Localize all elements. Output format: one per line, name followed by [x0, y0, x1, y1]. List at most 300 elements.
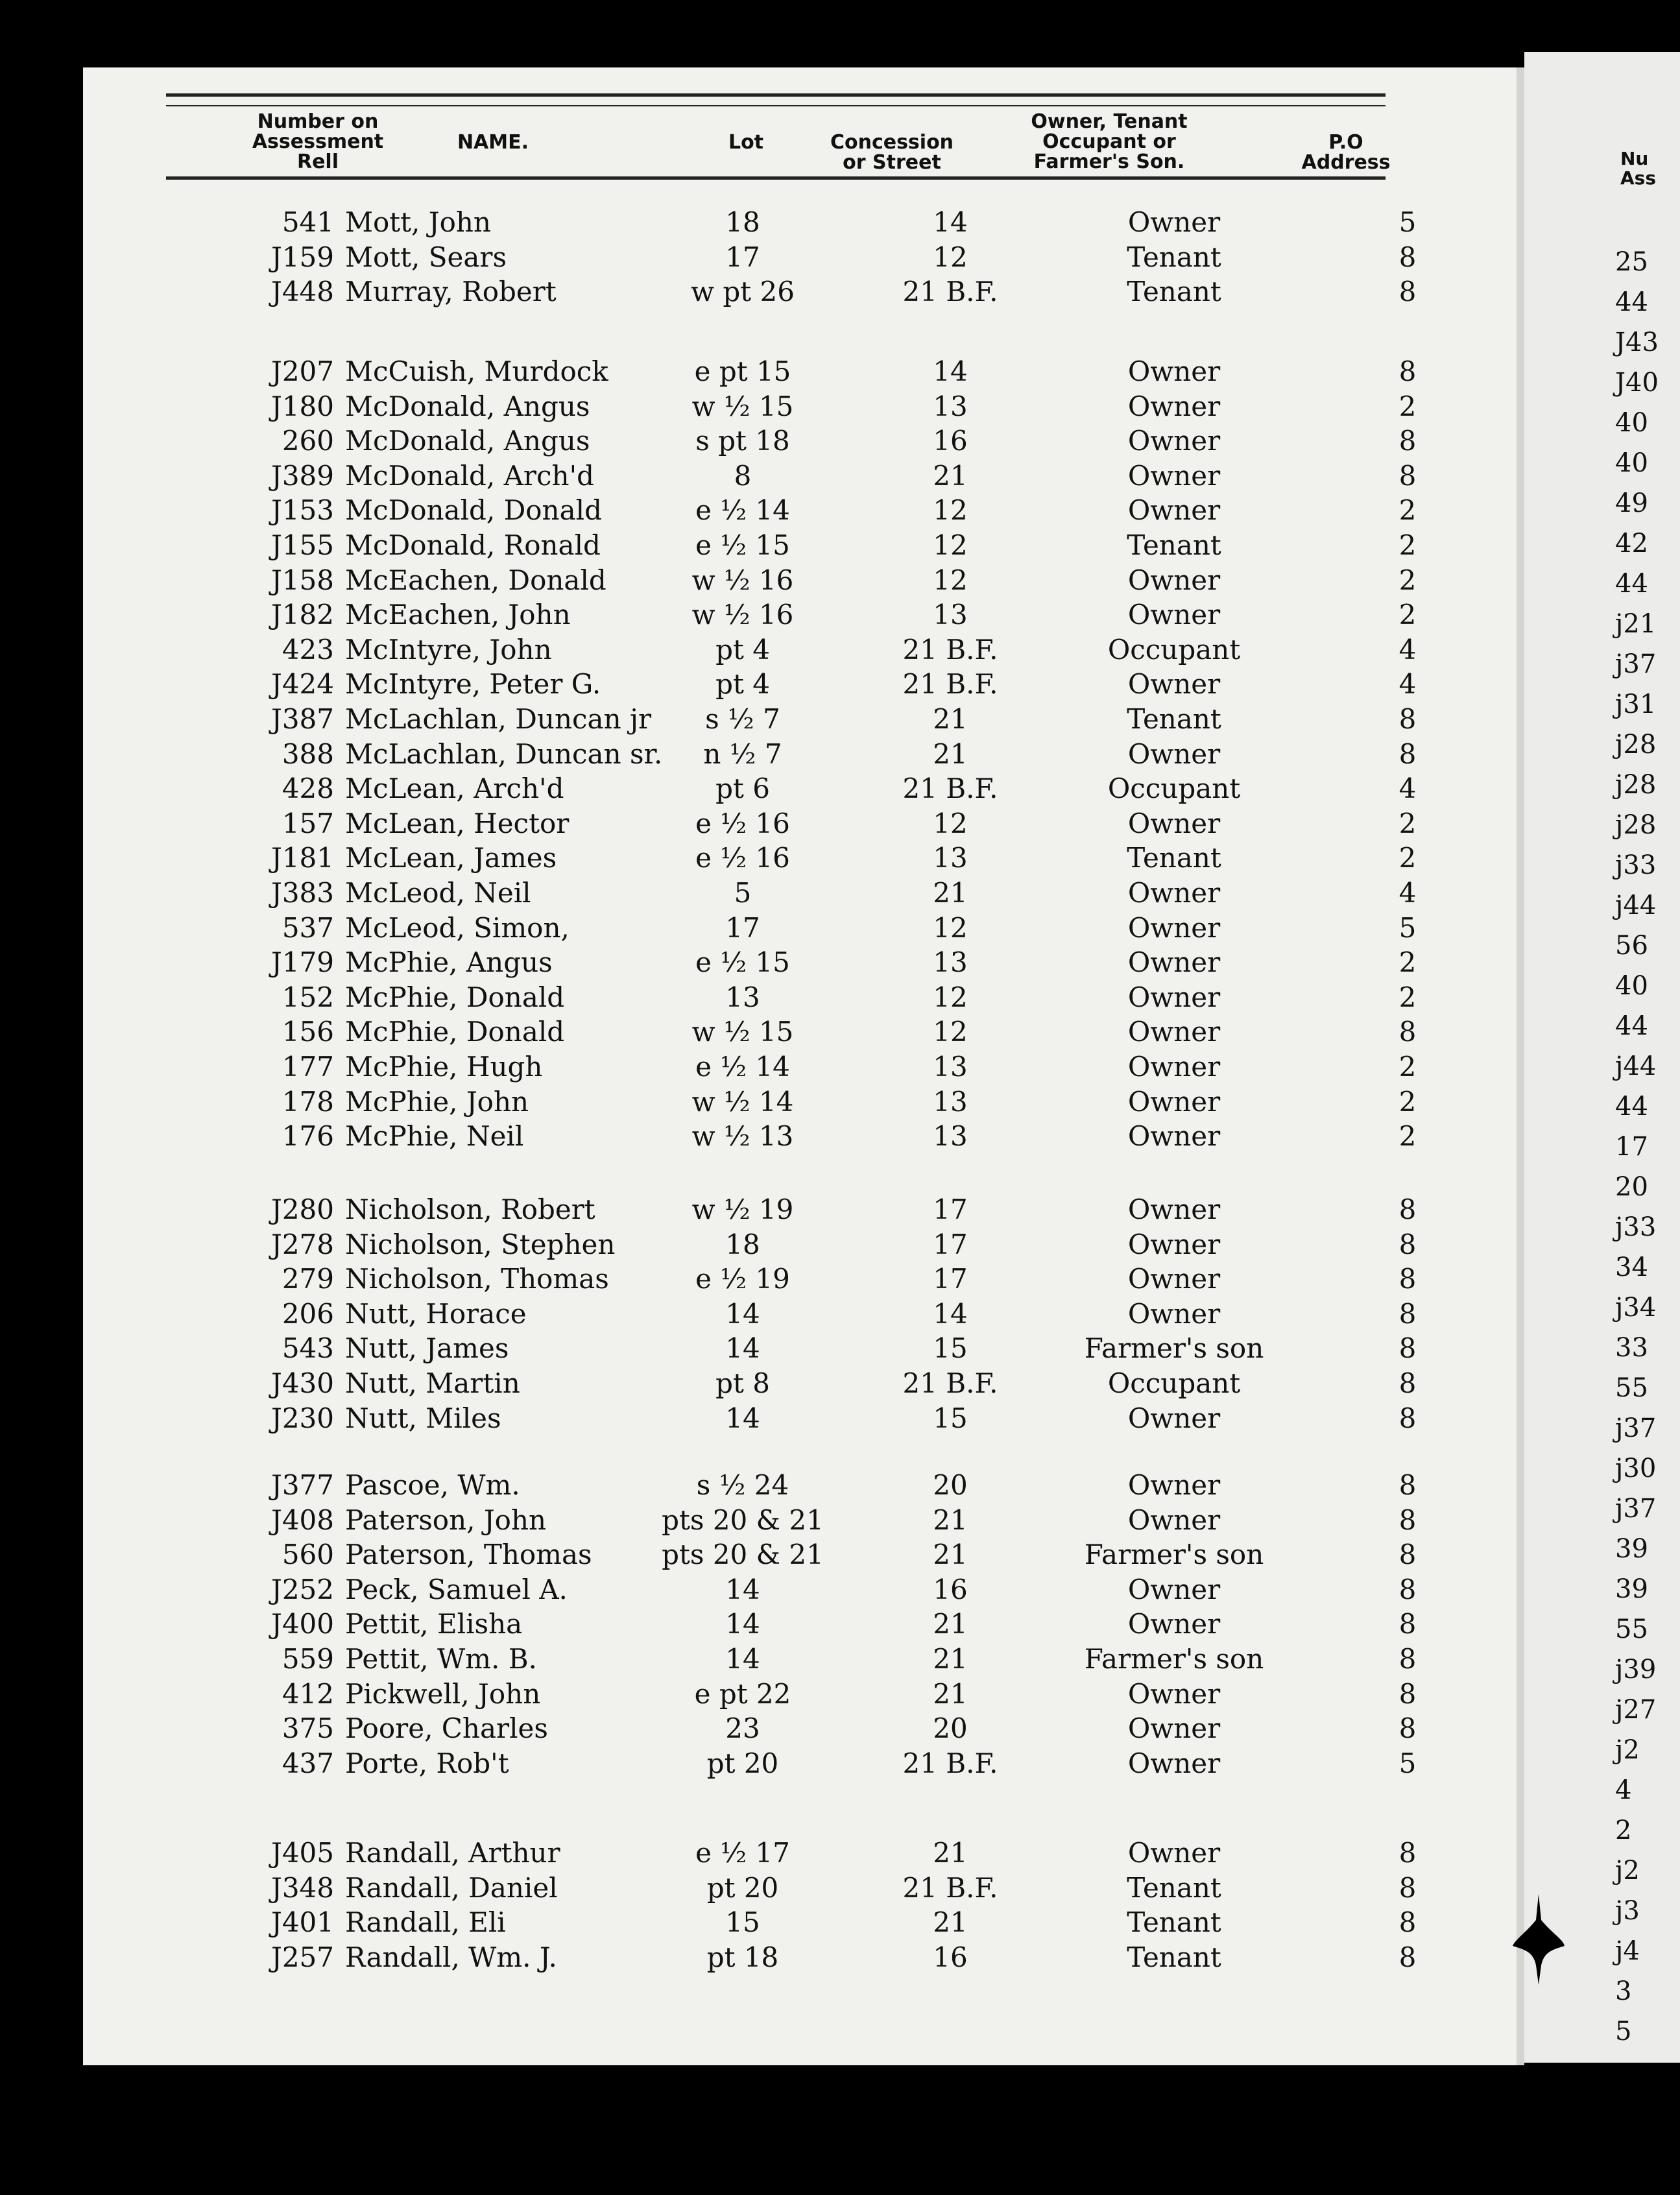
roll-number: J159: [270, 241, 334, 273]
concession-cell: 21 B.F.: [902, 1367, 998, 1399]
concession-cell: 21 B.F.: [902, 1871, 998, 1904]
po-address-cell: 8: [1398, 1871, 1417, 1904]
concession-cell: 20: [933, 1712, 968, 1745]
po-address-cell: 8: [1398, 1332, 1417, 1365]
lot-cell: pts 20 & 21: [662, 1539, 824, 1571]
roll-number: 152: [282, 981, 334, 1013]
po-address-cell: 2: [1398, 494, 1417, 527]
po-address-cell: 2: [1398, 1085, 1417, 1118]
table-row: [0, 1402, 1427, 1435]
po-address-cell: 8: [1398, 425, 1417, 457]
status-cell: Tenant: [1127, 276, 1221, 308]
lot-cell: 13: [725, 981, 760, 1013]
po-address-cell: 8: [1398, 1263, 1417, 1295]
table-row: [0, 1539, 1427, 1571]
name-cell: Randall, Arthur: [345, 1837, 560, 1869]
roll-number: J405: [270, 1837, 334, 1869]
adjacent-page-entry: j28: [1615, 810, 1657, 840]
status-cell: Owner: [1127, 459, 1221, 492]
status-cell: Owner: [1127, 738, 1221, 770]
header-top-rule: [166, 93, 1386, 97]
status-cell: Tenant: [1127, 842, 1221, 874]
po-address-cell: 4: [1398, 877, 1417, 909]
roll-number: J179: [270, 946, 334, 979]
status-cell: Owner: [1127, 1504, 1221, 1536]
name-cell: McLean, Arch'd: [345, 773, 564, 805]
concession-cell: 21: [933, 459, 968, 492]
po-address-cell: 8: [1398, 1608, 1417, 1640]
name-cell: Randall, Daniel: [345, 1871, 558, 1904]
adjacent-page-entry: j2: [1615, 1856, 1640, 1886]
roll-number: J448: [270, 276, 334, 308]
po-address-cell: 8: [1398, 738, 1417, 770]
name-cell: McLeod, Simon,: [345, 911, 570, 944]
table-row: [0, 808, 1427, 840]
po-address-cell: 5: [1398, 1747, 1417, 1779]
page-edge: [1517, 67, 1524, 2065]
table-row: [0, 842, 1427, 874]
table-row: [0, 877, 1427, 909]
po-address-cell: 8: [1398, 1643, 1417, 1675]
adjacent-page-entry: J40: [1615, 368, 1659, 398]
roll-number: J408: [270, 1504, 334, 1536]
adjacent-page-entry: j2: [1615, 1735, 1640, 1765]
roll-number: J387: [270, 703, 334, 735]
name-cell: McEachen, Donald: [345, 564, 606, 596]
name-cell: McLachlan, Duncan sr.: [345, 738, 663, 770]
table-row: [0, 1608, 1427, 1640]
name-cell: Murray, Robert: [345, 276, 557, 308]
name-cell: McDonald, Ronald: [345, 529, 601, 561]
adjacent-page-entry: j34: [1615, 1293, 1657, 1323]
concession-cell: 21: [933, 877, 968, 909]
status-cell: Owner: [1127, 1677, 1221, 1710]
name-cell: McPhie, Angus: [345, 946, 553, 979]
table-row: [0, 599, 1427, 631]
concession-cell: 14: [933, 206, 968, 238]
adjacent-page-entry: 33: [1615, 1333, 1648, 1363]
roll-number: J230: [270, 1402, 334, 1434]
lot-cell: pt 8: [715, 1367, 770, 1399]
concession-cell: 15: [933, 1332, 968, 1365]
name-cell: McLeod, Neil: [345, 877, 531, 909]
roll-number: 541: [282, 206, 334, 238]
concession-cell: 15: [933, 1402, 968, 1434]
concession-cell: 12: [933, 1016, 968, 1048]
status-cell: Owner: [1127, 911, 1221, 944]
lot-cell: pt 18: [706, 1941, 779, 1973]
table-row: [0, 206, 1427, 239]
status-cell: Owner: [1127, 668, 1221, 701]
po-address-cell: 8: [1398, 1906, 1417, 1939]
lot-cell: 18: [725, 206, 760, 238]
lot-cell: 8: [734, 459, 752, 492]
lot-cell: n ½ 7: [703, 738, 782, 770]
adjacent-page-entry: 40: [1615, 971, 1648, 1001]
table-row: [0, 1263, 1427, 1295]
lot-cell: 14: [725, 1402, 760, 1434]
po-address-cell: 8: [1398, 1504, 1417, 1536]
table-row: [0, 1086, 1427, 1118]
concession-cell: 21: [933, 1837, 968, 1869]
po-address-cell: 8: [1398, 1016, 1417, 1048]
table-row: [0, 1643, 1427, 1675]
name-cell: Randall, Wm. J.: [345, 1941, 557, 1973]
status-cell: Owner: [1127, 1228, 1221, 1260]
roll-number: J278: [270, 1228, 334, 1260]
table-row: [0, 1906, 1427, 1939]
po-address-cell: 8: [1398, 1941, 1417, 1973]
adjacent-page-entry: j28: [1615, 770, 1657, 800]
table-row: [0, 355, 1427, 388]
lot-cell: w pt 26: [691, 276, 795, 308]
po-address-cell: 8: [1398, 241, 1417, 273]
status-cell: Owner: [1127, 564, 1221, 596]
adjacent-page-header: Nu Ass: [1620, 148, 1657, 189]
adjacent-page-entry: 5: [1615, 2017, 1632, 2046]
concession-cell: 21 B.F.: [902, 633, 998, 666]
roll-number: J257: [270, 1941, 334, 1973]
concession-cell: 12: [933, 911, 968, 944]
lot-cell: 15: [725, 1906, 760, 1939]
roll-number: 388: [282, 738, 334, 770]
column-header-roll-number: Number on Assessment Rell: [252, 110, 384, 173]
lot-cell: e pt 15: [694, 355, 791, 387]
adjacent-page-entry: j4: [1615, 1936, 1640, 1966]
name-cell: Nutt, Miles: [345, 1402, 501, 1434]
roll-number: J153: [270, 494, 334, 527]
lot-cell: w ½ 15: [691, 1016, 794, 1048]
concession-cell: 21 B.F.: [902, 276, 998, 308]
table-row: [0, 773, 1427, 805]
concession-cell: 14: [933, 1297, 968, 1330]
po-address-cell: 2: [1398, 529, 1417, 561]
table-row: [0, 1837, 1427, 1869]
name-cell: McDonald, Angus: [345, 425, 590, 457]
table-row: [0, 703, 1427, 736]
adjacent-page-entry: 44: [1615, 287, 1648, 317]
adjacent-page-entry: j33: [1615, 1212, 1657, 1242]
concession-cell: 16: [933, 1573, 968, 1605]
po-address-cell: 2: [1398, 842, 1417, 874]
roll-number: 559: [282, 1643, 334, 1675]
lot-cell: e ½ 15: [695, 946, 790, 979]
status-cell: Owner: [1127, 1193, 1221, 1225]
roll-number: 279: [282, 1263, 334, 1295]
concession-cell: 21: [933, 1539, 968, 1571]
lot-cell: pt 20: [706, 1747, 779, 1779]
adjacent-page-entry: 40: [1615, 448, 1648, 478]
name-cell: McLean, James: [345, 842, 557, 874]
status-cell: Tenant: [1127, 241, 1221, 273]
roll-number: J207: [270, 355, 334, 387]
name-cell: Randall, Eli: [345, 1906, 506, 1939]
roll-number: J252: [270, 1573, 334, 1605]
concession-cell: 21: [933, 703, 968, 735]
concession-cell: 13: [933, 1051, 968, 1083]
concession-cell: 21: [933, 738, 968, 770]
lot-cell: 14: [725, 1643, 760, 1675]
adjacent-page-entry: j44: [1615, 1051, 1657, 1081]
status-cell: Occupant: [1107, 633, 1241, 666]
po-address-cell: 5: [1398, 206, 1417, 238]
concession-cell: 12: [933, 981, 968, 1013]
concession-cell: 16: [933, 425, 968, 457]
name-cell: Pettit, Elisha: [345, 1608, 523, 1640]
roll-number: 157: [282, 807, 334, 839]
po-address-cell: 2: [1398, 390, 1417, 422]
lot-cell: s ½ 7: [705, 703, 780, 735]
table-row: [0, 1504, 1427, 1537]
name-cell: McLachlan, Duncan jr: [345, 703, 652, 735]
adjacent-page-entry: j39: [1615, 1655, 1657, 1685]
roll-number: 560: [282, 1539, 334, 1571]
lot-cell: pts 20 & 21: [662, 1504, 824, 1536]
po-address-cell: 8: [1398, 1297, 1417, 1330]
po-address-cell: 8: [1398, 1228, 1417, 1260]
adjacent-page-entry: 2: [1615, 1816, 1632, 1845]
status-cell: Owner: [1127, 1608, 1221, 1640]
roll-number: J377: [270, 1469, 334, 1501]
status-cell: Tenant: [1127, 1941, 1221, 1973]
status-cell: Farmer's son: [1084, 1643, 1264, 1675]
status-cell: Owner: [1127, 599, 1221, 631]
adjacent-page-entry: j33: [1615, 850, 1657, 880]
roll-number: J424: [270, 668, 334, 701]
name-cell: McDonald, Angus: [345, 390, 590, 422]
po-address-cell: 8: [1398, 1193, 1417, 1225]
roll-number: J155: [270, 529, 334, 561]
concession-cell: 17: [933, 1228, 968, 1260]
status-cell: Occupant: [1107, 773, 1241, 805]
concession-cell: 17: [933, 1193, 968, 1225]
status-cell: Owner: [1127, 807, 1221, 839]
po-address-cell: 4: [1398, 773, 1417, 805]
status-cell: Owner: [1127, 1085, 1221, 1118]
lot-cell: w ½ 15: [691, 390, 794, 422]
po-address-cell: 8: [1398, 1367, 1417, 1399]
name-cell: Peck, Samuel A.: [345, 1573, 568, 1605]
name-cell: Mott, Sears: [345, 241, 507, 273]
lot-cell: pt 4: [715, 668, 770, 701]
concession-cell: 13: [933, 1120, 968, 1153]
status-cell: Owner: [1127, 877, 1221, 909]
concession-cell: 13: [933, 946, 968, 979]
table-row: [0, 425, 1427, 457]
roll-number: 375: [282, 1712, 334, 1745]
concession-cell: 13: [933, 1085, 968, 1118]
po-address-cell: 8: [1398, 355, 1417, 387]
adjacent-page-entry: j37: [1615, 1494, 1657, 1524]
table-row: [0, 460, 1427, 492]
po-address-cell: 2: [1398, 1120, 1417, 1153]
concession-cell: 12: [933, 564, 968, 596]
lot-cell: 14: [725, 1332, 760, 1365]
roll-number: 412: [282, 1677, 334, 1710]
lot-cell: pt 6: [715, 773, 770, 805]
column-header-po-address: P.O Address: [1301, 131, 1391, 174]
adjacent-page-entry: j28: [1615, 730, 1657, 760]
po-address-cell: 2: [1398, 807, 1417, 839]
adjacent-page-entry: 44: [1615, 1092, 1648, 1121]
lot-cell: 14: [725, 1297, 760, 1330]
name-cell: Nutt, Horace: [345, 1297, 527, 1330]
lot-cell: s ½ 24: [696, 1469, 789, 1501]
name-cell: Nicholson, Thomas: [345, 1263, 609, 1295]
table-row: [0, 494, 1427, 527]
status-cell: Farmer's son: [1084, 1332, 1264, 1365]
name-cell: Pettit, Wm. B.: [345, 1643, 537, 1675]
concession-cell: 14: [933, 355, 968, 387]
lot-cell: e ½ 16: [695, 807, 790, 839]
lot-cell: e ½ 14: [695, 494, 790, 527]
table-row: [0, 668, 1427, 701]
table-row: [0, 1367, 1427, 1400]
po-address-cell: 2: [1398, 946, 1417, 979]
table-row: [0, 1229, 1427, 1261]
po-address-cell: 8: [1398, 1402, 1417, 1434]
name-cell: Nutt, Martin: [345, 1367, 520, 1399]
adjacent-page-entry: 42: [1615, 529, 1648, 558]
adjacent-page-entry: j37: [1615, 1413, 1657, 1443]
po-address-cell: 8: [1398, 1539, 1417, 1571]
roll-number: 437: [282, 1747, 334, 1779]
adjacent-page-entry: 55: [1615, 1614, 1648, 1644]
po-address-cell: 2: [1398, 981, 1417, 1013]
roll-number: J280: [270, 1193, 334, 1225]
lot-cell: 14: [725, 1573, 760, 1605]
table-row: [0, 1574, 1427, 1606]
status-cell: Owner: [1127, 1120, 1221, 1153]
lot-cell: e ½ 19: [695, 1263, 790, 1295]
adjacent-page-entry: 20: [1615, 1172, 1648, 1202]
adjacent-page-entry: j31: [1615, 690, 1657, 719]
lot-cell: e pt 22: [694, 1677, 791, 1710]
name-cell: McIntyre, Peter G.: [345, 668, 601, 701]
name-cell: Paterson, John: [345, 1504, 547, 1536]
name-cell: McEachen, John: [345, 599, 571, 631]
lot-cell: e ½ 15: [695, 529, 790, 561]
status-cell: Owner: [1127, 1051, 1221, 1083]
lot-cell: w ½ 14: [691, 1085, 794, 1118]
status-cell: Owner: [1127, 946, 1221, 979]
lot-cell: 17: [725, 241, 760, 273]
name-cell: McPhie, Neil: [345, 1120, 524, 1153]
name-cell: McCuish, Murdock: [345, 355, 608, 387]
adjacent-page-entry: 49: [1615, 488, 1648, 518]
status-cell: Tenant: [1127, 1871, 1221, 1904]
table-row: [0, 1051, 1427, 1083]
po-address-cell: 2: [1398, 1051, 1417, 1083]
column-header-name: NAME.: [457, 131, 529, 154]
roll-number: J400: [270, 1608, 334, 1640]
roll-number: 176: [282, 1120, 334, 1153]
table-row: [0, 390, 1427, 423]
column-header-owner-tenant: Owner, Tenant Occupant or Farmer's Son.: [1031, 110, 1188, 173]
table-row: [0, 946, 1427, 979]
lot-cell: w ½ 16: [691, 564, 794, 596]
roll-number: 423: [282, 633, 334, 666]
table-row: [0, 981, 1427, 1014]
table-row: [0, 1712, 1427, 1745]
concession-cell: 21 B.F.: [902, 668, 998, 701]
status-cell: Tenant: [1127, 703, 1221, 735]
table-row: [0, 1872, 1427, 1904]
lot-cell: e ½ 17: [695, 1837, 790, 1869]
po-address-cell: 8: [1398, 459, 1417, 492]
table-row: [0, 1120, 1427, 1153]
table-row: [0, 276, 1427, 308]
adjacent-page-entry: 40: [1615, 408, 1648, 438]
status-cell: Owner: [1127, 355, 1221, 387]
roll-number: J383: [270, 877, 334, 909]
name-cell: Pickwell, John: [345, 1677, 541, 1710]
lot-cell: pt 4: [715, 633, 770, 666]
table-row: [0, 634, 1427, 666]
lot-cell: 5: [734, 877, 752, 909]
roll-number: J182: [270, 599, 334, 631]
concession-cell: 16: [933, 1941, 968, 1973]
roll-number: 543: [282, 1332, 334, 1365]
po-address-cell: 5: [1398, 911, 1417, 944]
name-cell: McLean, Hector: [345, 807, 570, 839]
lot-cell: pt 20: [706, 1871, 779, 1904]
name-cell: McDonald, Donald: [345, 494, 602, 527]
roll-number: J180: [270, 390, 334, 422]
name-cell: McDonald, Arch'd: [345, 459, 595, 492]
table-row: [0, 1678, 1427, 1710]
concession-cell: 12: [933, 241, 968, 273]
roll-number: J389: [270, 459, 334, 492]
concession-cell: 12: [933, 807, 968, 839]
header-top-rule-thin: [166, 105, 1386, 106]
name-cell: McPhie, Donald: [345, 1016, 565, 1048]
table-row: [0, 1298, 1427, 1330]
roll-number: J430: [270, 1367, 334, 1399]
lot-cell: 14: [725, 1608, 760, 1640]
concession-cell: 17: [933, 1263, 968, 1295]
adjacent-page-entry: 44: [1615, 569, 1648, 599]
po-address-cell: 8: [1398, 276, 1417, 308]
status-cell: Owner: [1127, 1712, 1221, 1745]
concession-cell: 21 B.F.: [902, 773, 998, 805]
lot-cell: w ½ 16: [691, 599, 794, 631]
table-row: [0, 1941, 1427, 1974]
table-row: [0, 564, 1427, 597]
po-address-cell: 4: [1398, 633, 1417, 666]
table-row: [0, 529, 1427, 562]
name-cell: Pascoe, Wm.: [345, 1469, 520, 1501]
po-address-cell: 8: [1398, 1712, 1417, 1745]
roll-number: 156: [282, 1016, 334, 1048]
status-cell: Owner: [1127, 1402, 1221, 1434]
adjacent-page-entry: j30: [1615, 1454, 1657, 1483]
po-address-cell: 8: [1398, 1677, 1417, 1710]
column-header-lot: Lot: [728, 131, 764, 154]
status-cell: Owner: [1127, 1573, 1221, 1605]
name-cell: McPhie, Donald: [345, 981, 565, 1013]
po-address-cell: 8: [1398, 1837, 1417, 1869]
concession-cell: 21: [933, 1608, 968, 1640]
adjacent-page-entry: j37: [1615, 649, 1657, 679]
status-cell: Owner: [1127, 1837, 1221, 1869]
status-cell: Owner: [1127, 981, 1221, 1013]
adjacent-page-entry: 55: [1615, 1373, 1648, 1403]
adjacent-page-entry: 34: [1615, 1253, 1648, 1282]
table-row: [0, 912, 1427, 944]
status-cell: Owner: [1127, 390, 1221, 422]
concession-cell: 13: [933, 390, 968, 422]
